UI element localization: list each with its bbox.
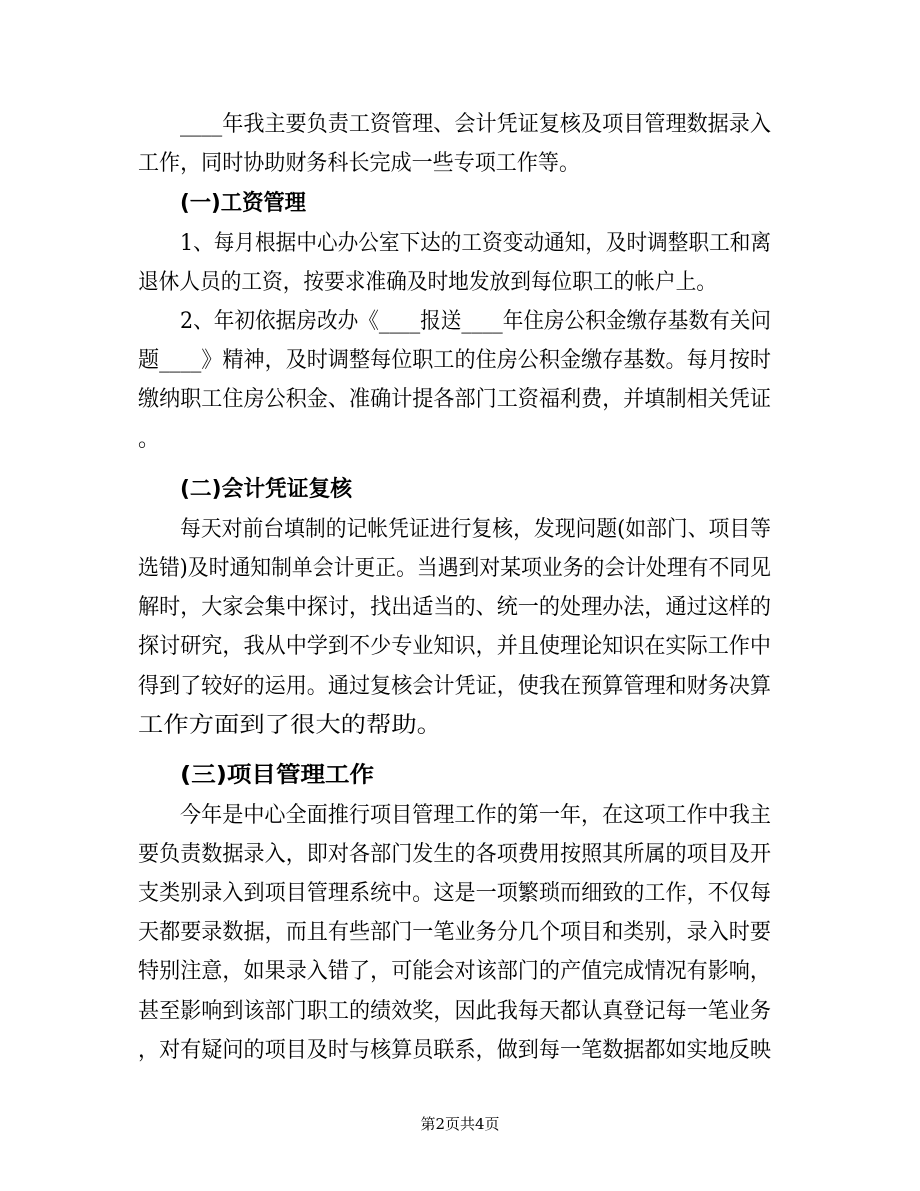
- line-text: 选错)及时通知制单会计更正。当遇到对某项业务的会计处理有不同见: [138, 556, 771, 581]
- text-line: [0, 627, 920, 667]
- page-number-footer: 第2页共4页: [420, 1115, 500, 1133]
- line-text: ，对有疑问的项目及时与核算员联系，做到每一笔数据都如实地反映: [138, 1038, 771, 1063]
- text-line: [0, 913, 920, 953]
- text-line: [0, 144, 920, 184]
- line-text: 今年是中心全面推行项目管理工作的第一年，在这项工作中我主: [180, 803, 771, 828]
- section-heading: [0, 470, 920, 510]
- heading-text: (一)工资管理: [180, 191, 306, 216]
- line-text: 解时，大家会集中探讨，找出适当的、统一的处理办法，通过这样的: [138, 595, 771, 620]
- line-text: 缴纳职工住房公积金、准确计提各部门工资福利费，并填制相关凭证: [138, 387, 771, 412]
- line-text: 退休人员的工资，按要求准确及时地发放到每位职工的帐户上。: [138, 270, 717, 295]
- text-line: [0, 341, 920, 381]
- text-line: [0, 510, 920, 550]
- text-line: [0, 952, 920, 992]
- text-line: [0, 706, 920, 746]
- line-text: 1、每月根据中心办公室下达的工资变动通知，及时调整职工和离: [180, 231, 771, 256]
- line-text: 工作方面到了很大的帮助。: [138, 713, 442, 738]
- line-text: 2、年初依据房改办《____报送____年住房公积金缴存基数有关问: [180, 309, 771, 334]
- text-line: [0, 992, 920, 1032]
- line-text: 探讨研究，我从中学到不少专业知识，并且使理论知识在实际工作中: [138, 634, 771, 659]
- line-text: 得到了较好的运用。通过复核会计凭证，使我在预算管理和财务决算: [138, 674, 771, 699]
- text-line: [0, 420, 920, 460]
- section-heading: [0, 184, 920, 224]
- heading-text: (二)会计凭证复核: [180, 477, 352, 502]
- text-line: [0, 224, 920, 264]
- text-line: [0, 105, 920, 145]
- line-text: 题____》精神，及时调整每位职工的住房公积金缴存基数。每月按时: [138, 348, 771, 373]
- line-text: 支类别录入到项目管理系统中。这是一项繁琐而细致的工作，不仅每: [138, 881, 771, 906]
- line-text: 要负责数据录入，即对各部门发生的各项费用按照其所属的项目及开: [138, 842, 771, 867]
- text-line: [0, 1031, 920, 1071]
- line-text: 天都要录数据，而且有些部门一笔业务分几个项目和类别，录入时要: [138, 920, 771, 945]
- text-line: [0, 835, 920, 875]
- line-text: 甚至影响到该部门职工的绩效奖，因此我每天都认真登记每一笔业务: [138, 999, 771, 1024]
- text-line: [0, 380, 920, 420]
- text-line: [0, 588, 920, 628]
- line-text: 。: [138, 427, 161, 452]
- heading-text: (三)项目管理工作: [180, 763, 374, 788]
- text-line: [0, 302, 920, 342]
- text-line: [0, 549, 920, 589]
- line-text: 工作，同时协助财务科长完成一些专项工作等。: [138, 151, 580, 176]
- text-line: [0, 796, 920, 836]
- text-line: [0, 874, 920, 914]
- line-text: ____年我主要负责工资管理、会计凭证复核及项目管理数据录入: [180, 112, 771, 137]
- text-line: [0, 263, 920, 303]
- text-line: [0, 667, 920, 707]
- section-heading: [0, 756, 920, 796]
- line-text: 每天对前台填制的记帐凭证进行复核，发现问题(如部门、项目等: [180, 517, 771, 542]
- line-text: 特别注意，如果录入错了，可能会对该部门的产值完成情况有影响，: [138, 959, 771, 984]
